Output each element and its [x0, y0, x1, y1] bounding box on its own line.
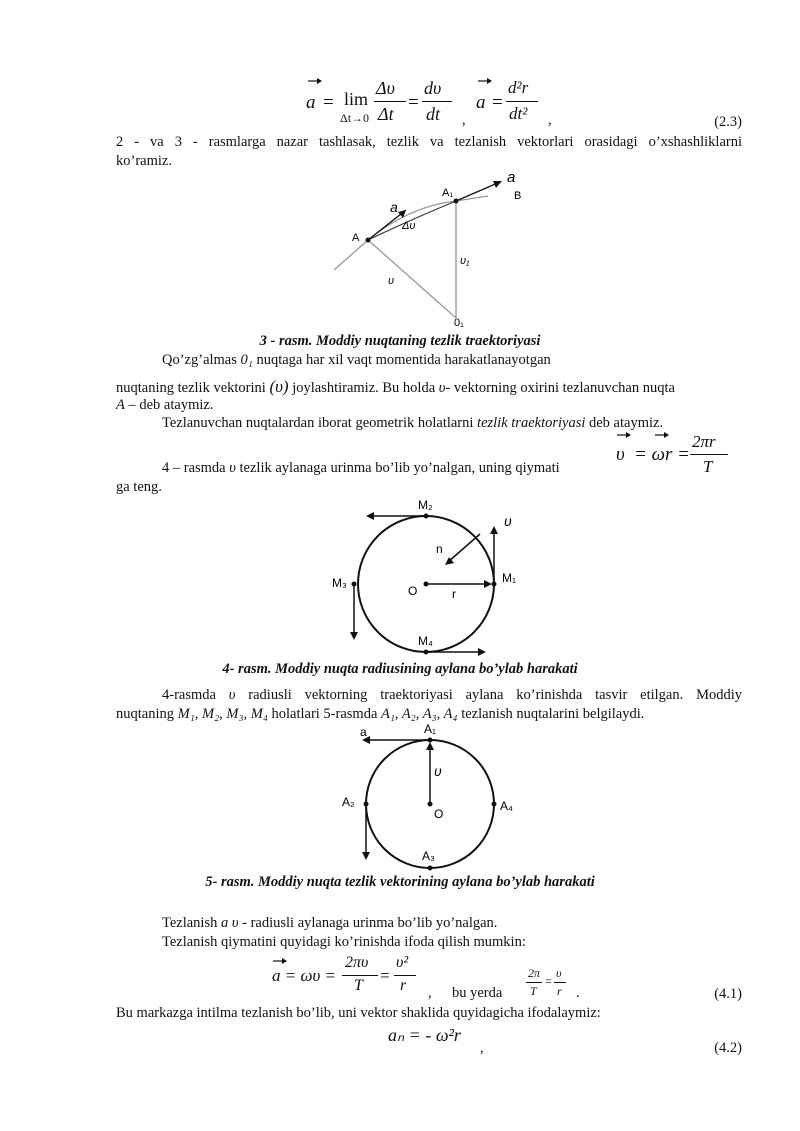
vector-arrow-icon [616, 430, 632, 440]
comma: , [462, 112, 466, 128]
formula-num: 2πr [692, 432, 716, 451]
frac1-den: Δt [378, 104, 394, 124]
label-B: B [514, 190, 522, 202]
label-M4: M₄ [418, 634, 433, 648]
formula-v: υ [616, 444, 625, 465]
comma-2: , [548, 112, 552, 128]
lim-label: lim [344, 89, 369, 109]
label-A4: A₄ [500, 799, 513, 813]
label-A1: A₁ [424, 722, 437, 736]
fraction-bar [342, 975, 378, 976]
label-M3: M₃ [332, 576, 347, 590]
label-n: n [436, 542, 443, 556]
formula-den: T [703, 457, 713, 476]
label-A2: A₂ [342, 795, 355, 809]
eq41-num3: 2π [528, 966, 541, 980]
frac1-num: Δυ [376, 78, 395, 98]
label-M2: M₂ [418, 498, 433, 512]
frac2-num: dυ [424, 78, 442, 98]
point-A [366, 238, 371, 243]
label-r: r [452, 587, 456, 601]
trajectory-curve [368, 196, 488, 240]
frac1-bar [374, 101, 406, 102]
frac3-num: d²r [508, 78, 529, 97]
eq-sign: = [323, 92, 334, 113]
paragraph-line: A – deb ataymiz. [116, 397, 214, 413]
trajectory-curve [334, 240, 368, 270]
eq41-den3: T [530, 984, 537, 998]
vector-arrow-icon [307, 76, 323, 86]
label-a-mid: a [390, 199, 398, 215]
eq-a-vector: a [306, 92, 316, 113]
eq42-expr: aₙ = - ω²r [388, 1025, 461, 1045]
eq41-num1: 2πυ [345, 954, 369, 971]
frac2-bar [422, 101, 452, 102]
equation-number: (4.2) [714, 1040, 742, 1056]
label-v: υ [388, 275, 395, 287]
eq41-den2: r [400, 977, 407, 994]
eq41-num4: υ [556, 966, 562, 980]
formula-mid: = ωr = [634, 444, 690, 465]
eq-sign-3: = [492, 92, 503, 113]
vector-arrow-icon [272, 956, 288, 966]
arrow-head-icon [362, 852, 370, 860]
point-A1 [454, 199, 459, 204]
label-O: O [434, 807, 444, 821]
paragraph-line: Tezlanish a υ - radiusli aylanaga urinma bo’lib yo’nalgan. [162, 915, 498, 931]
paragraph-line: 2 - va 3 - rasmlarga nazar tashlasak, tezlik va tezlanish vektorlari orasidagi o’xshashliklarni [116, 134, 742, 150]
label-A1: A₁ [442, 187, 454, 199]
fraction-bar [394, 975, 416, 976]
figure-5-diagram [330, 720, 530, 872]
paragraph-line: Tezlanuvchan nuqtalardan iborat geometrik holatlarni tezlik traektoriyasi deb ataymiz. [162, 415, 664, 431]
label-A: A [352, 232, 360, 244]
figure-4-caption: 4- rasm. Moddiy nuqta radiusining aylana bo’ylab harakati [222, 661, 578, 677]
label-v: υ [504, 513, 512, 529]
eq42-comma: , [480, 1040, 484, 1056]
label-O1: 0₁ [454, 317, 464, 329]
figure-3-diagram [320, 168, 530, 330]
formula-bar [690, 454, 728, 455]
paragraph-line: Bu markazga intilma tezlanish bo’lib, uni vektor shaklida quyidagicha ifodalaymiz: [116, 1005, 601, 1021]
arrow-head-icon [366, 512, 374, 520]
frac2-den: dt [426, 104, 441, 124]
figure-4-diagram [320, 496, 540, 656]
figure-5-caption: 5- rasm. Moddiy nuqta tezlik vektorining aylana bo’ylab harakati [205, 874, 595, 890]
paragraph-line: Tezlanish qiymatini quyidagi ko’rinishda ifoda qilish mumkin: [162, 934, 526, 950]
label-delta-v: Δυ [402, 220, 416, 232]
frac3-bar [506, 101, 538, 102]
eq41-den1: T [354, 977, 363, 994]
label-v1: υ₁ [460, 255, 470, 267]
vector-arrow-icon [654, 430, 670, 440]
eq41-dot: . [576, 985, 580, 1001]
label-M1: M₁ [502, 571, 517, 585]
eq41-eq3: = [545, 974, 552, 988]
label-v: υ [434, 763, 442, 779]
eq41-buyerda: bu yerda [452, 985, 503, 1001]
paragraph-line: ga teng. [116, 479, 162, 495]
eq-a2-vector: a [476, 92, 486, 113]
label-a: a [360, 725, 367, 739]
label-O: O [408, 584, 418, 598]
label-A3: A₃ [422, 849, 435, 863]
lim-subscript: Δt→0 [340, 111, 370, 125]
eq41-num2: υ² [396, 954, 409, 971]
normal-vector [448, 534, 480, 562]
eq41-lhs: a = ωυ = [272, 966, 336, 985]
figure-3-caption: 3 - rasm. Moddiy nuqtaning tezlik traektoriyasi [259, 333, 541, 349]
eq41-eq: = [380, 966, 390, 985]
paragraph-line: 4-rasmda υ radiusli vektorning traektoriyasi aylana ko’rinishda tasvir etilgan. Moddiy [162, 687, 743, 703]
equation-number: (2.3) [714, 114, 742, 130]
v-vector-line [368, 240, 456, 318]
fraction-bar [554, 982, 566, 983]
label-a-top: a [507, 169, 516, 186]
eq41-den4: r [557, 984, 562, 998]
arrow-head-icon [478, 648, 486, 656]
fraction-bar [526, 982, 542, 983]
arrow-head-icon [350, 632, 358, 640]
paragraph-line: Qo’zg’almas 0₁ nuqtaga har xil vaqt momentida harakatlanayotgan [162, 352, 551, 368]
paragraph-line: nuqtaning M₁, M₂, M₃, M₄ holatlari 5-rasmda A₁, A₂, A₃, A₄ tezlanish nuqtalarini belgilaydi. [116, 706, 645, 722]
equation-number: (4.1) [714, 986, 742, 1002]
paragraph-line: nuqtaning tezlik vektorini (υ) joylashtiramiz. Bu holda υ- vektorning oxirini tezlanuvchan nuqta [116, 377, 675, 396]
arrow-head-icon [490, 526, 498, 534]
paragraph-line: 4 – rasmda υ tezlik aylanaga urinma bo’lib yo’nalgan, uning qiymati [162, 460, 560, 476]
eq41-comma: , [428, 985, 432, 1001]
eq-sign-2: = [408, 92, 419, 113]
vector-arrow-icon [477, 76, 493, 86]
frac3-den: dt² [509, 104, 528, 123]
paragraph-line: ko’ramiz. [116, 153, 172, 169]
